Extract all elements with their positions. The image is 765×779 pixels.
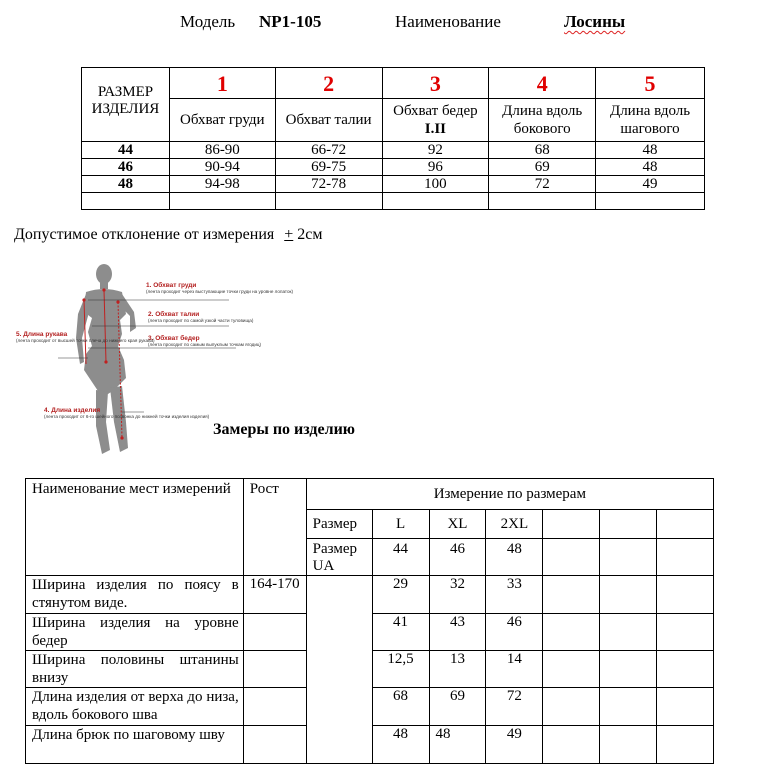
col-num-4: 4 [489, 68, 596, 99]
tolerance-text: Допустимое отклонение от измерения [14, 226, 275, 243]
size-cell: 46 [82, 159, 170, 176]
fig-desc-5: (лента проходит от высшей точки плеча до нижнего края рукава) [16, 338, 155, 343]
measure-value: 43 [429, 614, 486, 651]
value-cell: 48 [596, 142, 705, 159]
tolerance-note [14, 226, 323, 244]
model-value: NP1-105 [259, 12, 322, 31]
fig-label-5: 5. Длина рукава [16, 331, 68, 338]
col-name-header: Наименование мест измерений [26, 479, 244, 576]
size-xl: XL [429, 510, 486, 539]
measure-value: 68 [372, 688, 429, 726]
value-cell: 72 [489, 176, 596, 193]
measure-value: 48 [372, 726, 429, 764]
measure-value: 46 [486, 614, 543, 651]
measure-value: 33 [486, 576, 543, 614]
measure-title: Замеры по изделию [213, 421, 356, 438]
measure-value: 29 [372, 576, 429, 614]
measure-name: Длина изделия от верха до низа, вдоль бокового шва [26, 688, 244, 726]
col-label-3-text: Обхват бедер [393, 103, 478, 119]
value-cell: 100 [382, 176, 489, 193]
col-label-2: Обхват талии [275, 99, 382, 142]
document-header [0, 12, 765, 36]
col-num-2: 2 [275, 68, 382, 99]
size-table [81, 67, 705, 210]
plus-minus-sign: + [284, 226, 294, 243]
size-l: L [372, 510, 429, 539]
col-num-5: 5 [596, 68, 705, 99]
height-value: 164-170 [243, 576, 306, 614]
measure-value: 69 [429, 688, 486, 726]
ua-size-cell: 46 [429, 539, 486, 576]
measure-value: 41 [372, 614, 429, 651]
fig-label-1: 1. Обхват груди [146, 282, 197, 289]
col-label-3-suffix: I.II [424, 121, 447, 137]
size-cell: 48 [82, 176, 170, 193]
size-cell: 44 [82, 142, 170, 159]
value-cell: 48 [596, 159, 705, 176]
measure-value: 72 [486, 688, 543, 726]
table-row [82, 159, 705, 176]
measure-value: 14 [486, 651, 543, 688]
measure-table [25, 478, 714, 764]
col-label-4: Длина вдоль бокового [489, 99, 596, 142]
measure-value: 13 [429, 651, 486, 688]
fig-label-2: 2. Обхват талии [148, 311, 200, 318]
measure-name: Ширина изделия на уровне бедер [26, 614, 244, 651]
value-cell: 66-72 [275, 142, 382, 159]
value-cell: 90-94 [169, 159, 275, 176]
value-cell: 94-98 [169, 176, 275, 193]
measure-value: 48 [429, 726, 486, 764]
tolerance-value: 2см [297, 226, 323, 243]
measure-value: 32 [429, 576, 486, 614]
size-row-label: Размер [306, 510, 372, 539]
ua-size-cell: 48 [486, 539, 543, 576]
measure-name: Ширина изделия по поясу в стянутом виде. [26, 576, 244, 614]
col-label-5: Длина вдоль шагового [596, 99, 705, 142]
col-sizes-header: Измерение по размерам [306, 479, 713, 510]
fig-desc-3: (лента проходит по самым выпуклым точкам ягодиц) [148, 342, 262, 347]
value-cell: 72-78 [275, 176, 382, 193]
value-cell: 92 [382, 142, 489, 159]
fig-desc-2: (лента проходит по самой узкой части туловища) [148, 318, 254, 323]
size-2xl: 2XL [486, 510, 543, 539]
table-row [26, 576, 714, 614]
value-cell: 69-75 [275, 159, 382, 176]
name-label: Наименование [395, 12, 501, 31]
fig-desc-1: (лента проходит через выступающие точки груди на уровне лопаток) [146, 289, 294, 294]
col-label-1: Обхват груди [169, 99, 275, 142]
value-cell: 68 [489, 142, 596, 159]
size-row-header: РАЗМЕР ИЗДЕЛИЯ [82, 68, 170, 142]
fig-label-3: 3. Обхват бедер [148, 335, 200, 342]
col-label-3 [382, 99, 489, 142]
ua-size-cell: 44 [372, 539, 429, 576]
value-cell: 49 [596, 176, 705, 193]
empty-row [82, 193, 705, 210]
col-num-3: 3 [382, 68, 489, 99]
measure-value: 49 [486, 726, 543, 764]
measure-name: Ширина половины штанины внизу [26, 651, 244, 688]
table-row [82, 142, 705, 159]
value-cell: 96 [382, 159, 489, 176]
value-cell: 86-90 [169, 142, 275, 159]
value-cell: 69 [489, 159, 596, 176]
model-label: Модель [180, 12, 236, 31]
table-row [82, 176, 705, 193]
fig-desc-4: (лента проходит от 6-го шейного позвонка до нижней точки изделия изделия) [44, 414, 210, 419]
fig-label-4: 4. Длина изделия [44, 407, 101, 414]
measure-value: 12,5 [372, 651, 429, 688]
col-num-1: 1 [169, 68, 275, 99]
measure-name: Длина брюк по шаговому шву [26, 726, 244, 764]
name-value: Лосины [564, 12, 626, 31]
col-height-header: Рост [243, 479, 306, 576]
ua-row-label: Размер UA [306, 539, 372, 576]
